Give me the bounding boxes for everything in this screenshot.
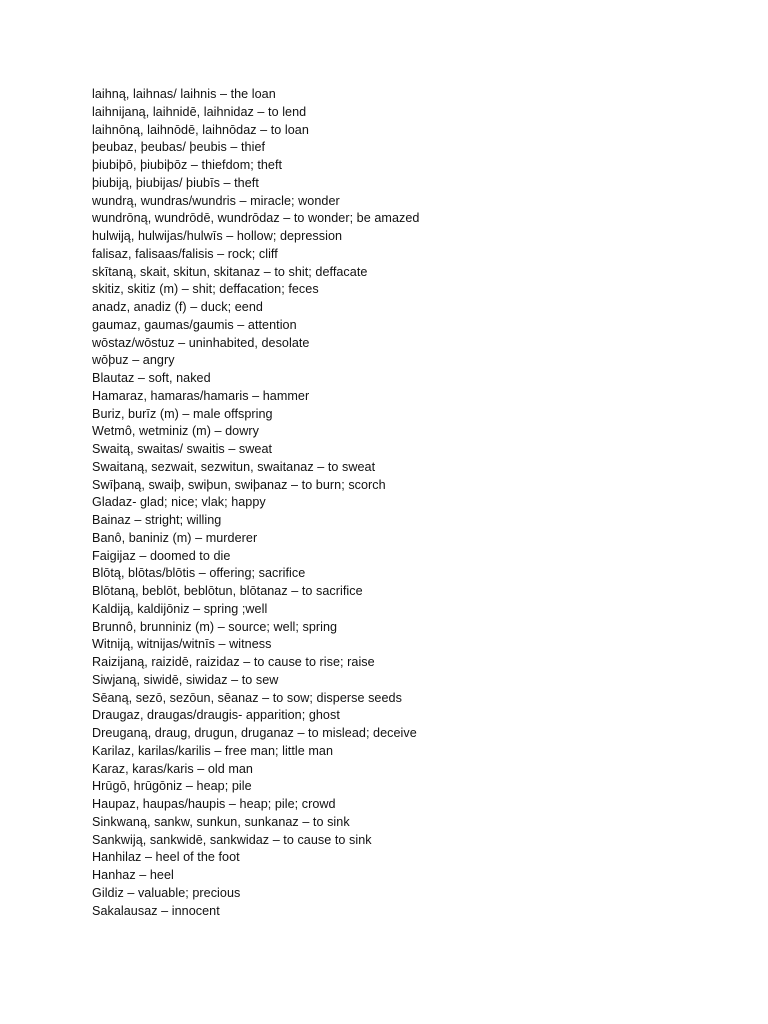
vocabulary-entry: Hrūgō, hrūgōniz – heap; pile (92, 779, 252, 794)
vocabulary-entry: Sinkwaną, sankw, sunkun, sunkanaz – to sink (92, 814, 350, 829)
vocabulary-entry: Sakalausaz – innocent (92, 903, 220, 918)
vocabulary-entry: wundrą, wundras/wundris – miracle; wonder (92, 193, 340, 208)
vocabulary-entry: Draugaz, draugas/draugis- apparition; ghost (92, 708, 340, 723)
vocabulary-entry: Banô, baniniz (m) – murderer (92, 530, 258, 545)
vocabulary-entry: Raizijaną, raizidē, raizidaz – to cause to rise; raise (92, 655, 375, 669)
vocabulary-entry: wōþuz – angry (92, 353, 175, 368)
vocabulary-entry: þiubiþō, þiubiþōz – thiefdom; theft (92, 158, 283, 172)
vocabulary-entry: Sankwiją, sankwidē, sankwidaz – to cause to sink (92, 832, 372, 847)
vocabulary-entry: Siwjaną, siwidē, siwidaz – to sew (92, 672, 279, 687)
vocabulary-entry: Faigijaz – doomed to die (92, 548, 231, 563)
vocabulary-entry: Witniją, witnijas/witnīs – witness (92, 637, 272, 652)
vocabulary-entry: Hanhilaz – heel of the foot (92, 850, 240, 865)
vocabulary-entry: Kaldiją, kaldijōniz – spring ;well (92, 601, 268, 616)
vocabulary-entry: Swaitaną, sezwait, sezwitun, swaitanaz – to sweat (92, 459, 376, 474)
vocabulary-entry: anadz, anadiz (f) – duck; eend (92, 300, 263, 314)
vocabulary-entry: Gildiz – valuable; precious (92, 885, 241, 900)
vocabulary-entry: Gladaz- glad; nice; vlak; happy (92, 495, 266, 510)
vocabulary-entry: Swīþaną, swaiþ, swiþun, swiþanaz – to burn; scorch (92, 477, 386, 492)
vocabulary-entry: Bainaz – stright; willing (92, 513, 222, 527)
vocabulary-entry: Hamaraz, hamaras/hamaris – hammer (92, 388, 310, 403)
vocabulary-entry: skītaną, skait, skitun, skitanaz – to shit; deffacate (92, 264, 368, 279)
vocabulary-entry: Swaitą, swaitas/ swaitis – sweat (92, 442, 273, 456)
vocabulary-entry: laihnijaną, laihnidē, laihnidaz – to lend (92, 104, 307, 119)
vocabulary-entry: wundrōną, wundrōdē, wundrōdaz – to wonder; be amazed (92, 211, 420, 226)
vocabulary-entry: þeubaz, þeubas/ þeubis – thief (92, 140, 266, 155)
vocabulary-entry: Dreuganą, draug, drugun, druganaz – to mislead; deceive (92, 726, 417, 740)
vocabulary-entry: wōstaz/wōstuz – uninhabited, desolate (92, 335, 310, 350)
vocabulary-entry: Buriz, burīz (m) – male offspring (92, 406, 273, 421)
vocabulary-entry: Blōtaną, beblōt, beblōtun, blōtanaz – to sacrifice (92, 584, 363, 598)
vocabulary-entry: þiubiją, þiubijas/ þiubīs – theft (92, 175, 259, 190)
vocabulary-entry: hulwiją, hulwijas/hulwīs – hollow; depression (92, 229, 343, 243)
vocabulary-entry: Sēaną, sezō, sezōun, sēanaz – to sow; disperse seeds (92, 690, 402, 705)
vocabulary-entry: Blōtą, blōtas/blōtis – offering; sacrifice (92, 566, 306, 581)
vocabulary-entry: falisaz, falisaas/falisis – rock; cliff (92, 246, 278, 261)
vocabulary-entry: Blautaz – soft, naked (92, 371, 211, 385)
vocabulary-entry: Karilaz, karilas/karilis – free man; little man (92, 743, 334, 758)
vocabulary-entry: Hanhaz – heel (92, 868, 174, 882)
vocabulary-entry: Haupaz, haupas/haupis – heap; pile; crowd (92, 797, 336, 811)
vocabulary-entry: laihnōną, laihnōdē, laihnōdaz – to loan (92, 122, 309, 137)
vocabulary-entry: Wetmô, wetminiz (m) – dowry (92, 424, 259, 439)
vocabulary-list (92, 86, 419, 920)
vocabulary-entry: Karaz, karas/karis – old man (92, 761, 253, 776)
vocabulary-entry: Brunnô, brunniniz (m) – source; well; spring (92, 619, 338, 634)
vocabulary-entry: laihną, laihnas/ laihnis – the loan (92, 87, 276, 101)
vocabulary-entry: skitiz, skitiz (m) – shit; deffacation; feces (92, 282, 319, 297)
vocabulary-entry: gaumaz, gaumas/gaumis – attention (92, 317, 297, 332)
